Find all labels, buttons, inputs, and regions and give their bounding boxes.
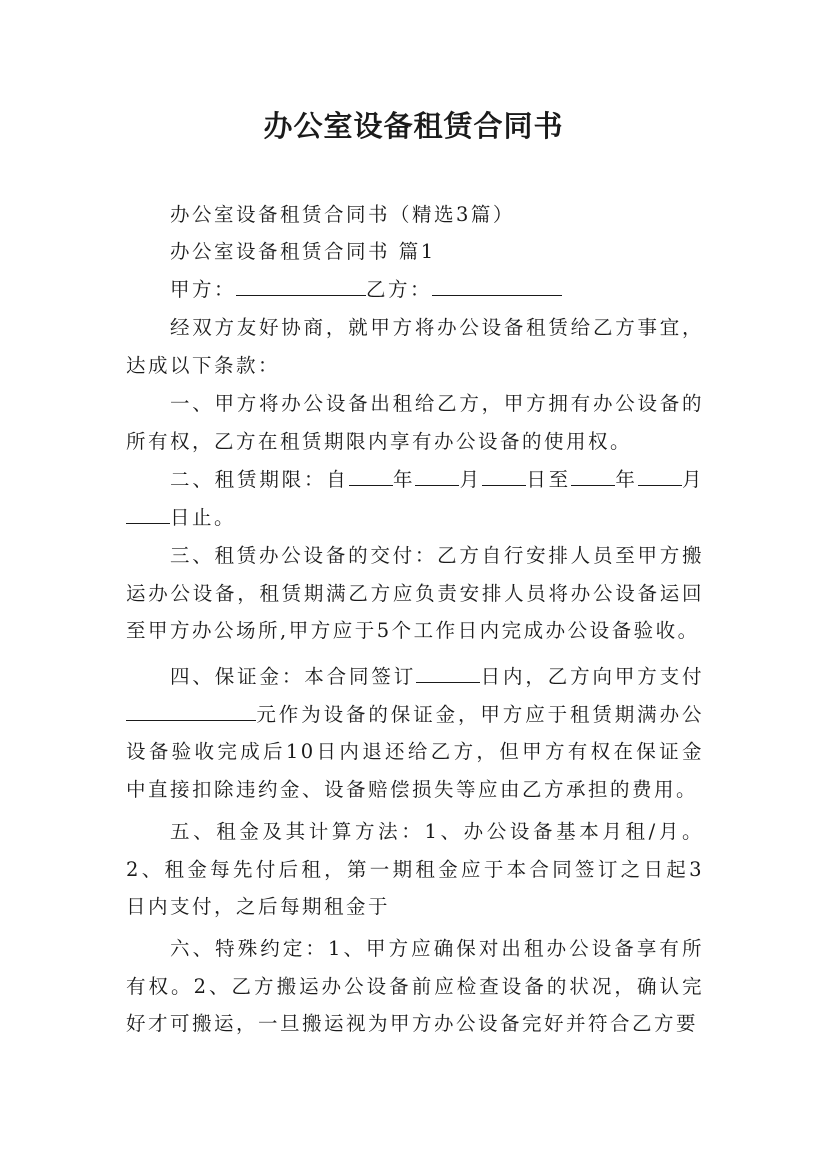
clause-2-year-1: 年 bbox=[392, 468, 416, 491]
clause-2-month-2: 月 bbox=[681, 468, 704, 491]
clause-2-day-to: 日至 bbox=[525, 468, 571, 491]
clause-2 bbox=[126, 461, 704, 536]
end-year-blank bbox=[571, 463, 615, 486]
clause-3: 三、租赁办公设备的交付：乙方自行安排人员至甲方搬运办公设备，租赁期满乙方应负责安排人员将办公设备运回至甲方办公场所,甲方应于5个工作日内完成办公设备验收。 bbox=[126, 544, 704, 642]
clause-2-prefix: 二、租赁期限：自 bbox=[170, 468, 349, 491]
clause-2-end: 日止。 bbox=[170, 505, 237, 529]
start-day-blank bbox=[482, 463, 526, 486]
start-month-blank bbox=[415, 463, 459, 486]
deposit-amount-blank bbox=[126, 698, 256, 721]
clause-1: 一、甲方将办公设备出租给乙方，甲方拥有办公设备的所有权，乙方在租赁期限内享有办公设备的使用权。 bbox=[126, 392, 704, 453]
days-blank bbox=[416, 660, 480, 683]
party-b-label: 乙方： bbox=[366, 278, 433, 301]
parties-line bbox=[126, 271, 704, 309]
clause-6: 六、特殊约定：1、甲方应确保对出租办公设备享有所有权。2、乙方搬运办公设备前应检查设备的状况，确认完好才可搬运，一旦搬运视为甲方办公设备完好并符合乙方要 bbox=[126, 937, 704, 1035]
clause-4-rest: 元作为设备的保证金，甲方应于租赁期满办公设备验收完成后10日内退还给乙方，但甲方有权在保证金中直接扣除违约金、设备赔偿损失等应由乙方承担的费用。 bbox=[126, 702, 704, 801]
party-a-blank bbox=[236, 273, 366, 296]
clause-2-year-2: 年 bbox=[614, 468, 638, 491]
end-day-blank bbox=[126, 501, 170, 524]
clause-2-month-1: 月 bbox=[459, 468, 482, 491]
party-b-blank bbox=[432, 273, 562, 296]
clause-4-prefix: 四、保证金：本合同签订 bbox=[170, 665, 417, 688]
clause-5: 五、租金及其计算方法：1、办公设备基本月租/月。2、租金每先付后租，第一期租金应于本合同签订之日起3日内支付，之后每期租金于 bbox=[126, 820, 704, 918]
document-subtitle: 办公室设备租赁合同书（精选3篇） bbox=[170, 203, 515, 226]
clause-4 bbox=[126, 658, 704, 808]
intro-paragraph: 经双方友好协商，就甲方将办公设备租赁给乙方事宜，达成以下条款： bbox=[126, 316, 704, 377]
end-month-blank bbox=[638, 463, 682, 486]
section-heading: 办公室设备租赁合同书 篇1 bbox=[170, 240, 436, 263]
party-a-label: 甲方： bbox=[170, 278, 237, 301]
document-title: 办公室设备租赁合同书 bbox=[263, 109, 564, 143]
clause-4-mid: 日内，乙方向甲方支付 bbox=[480, 665, 704, 688]
start-year-blank bbox=[349, 463, 393, 486]
